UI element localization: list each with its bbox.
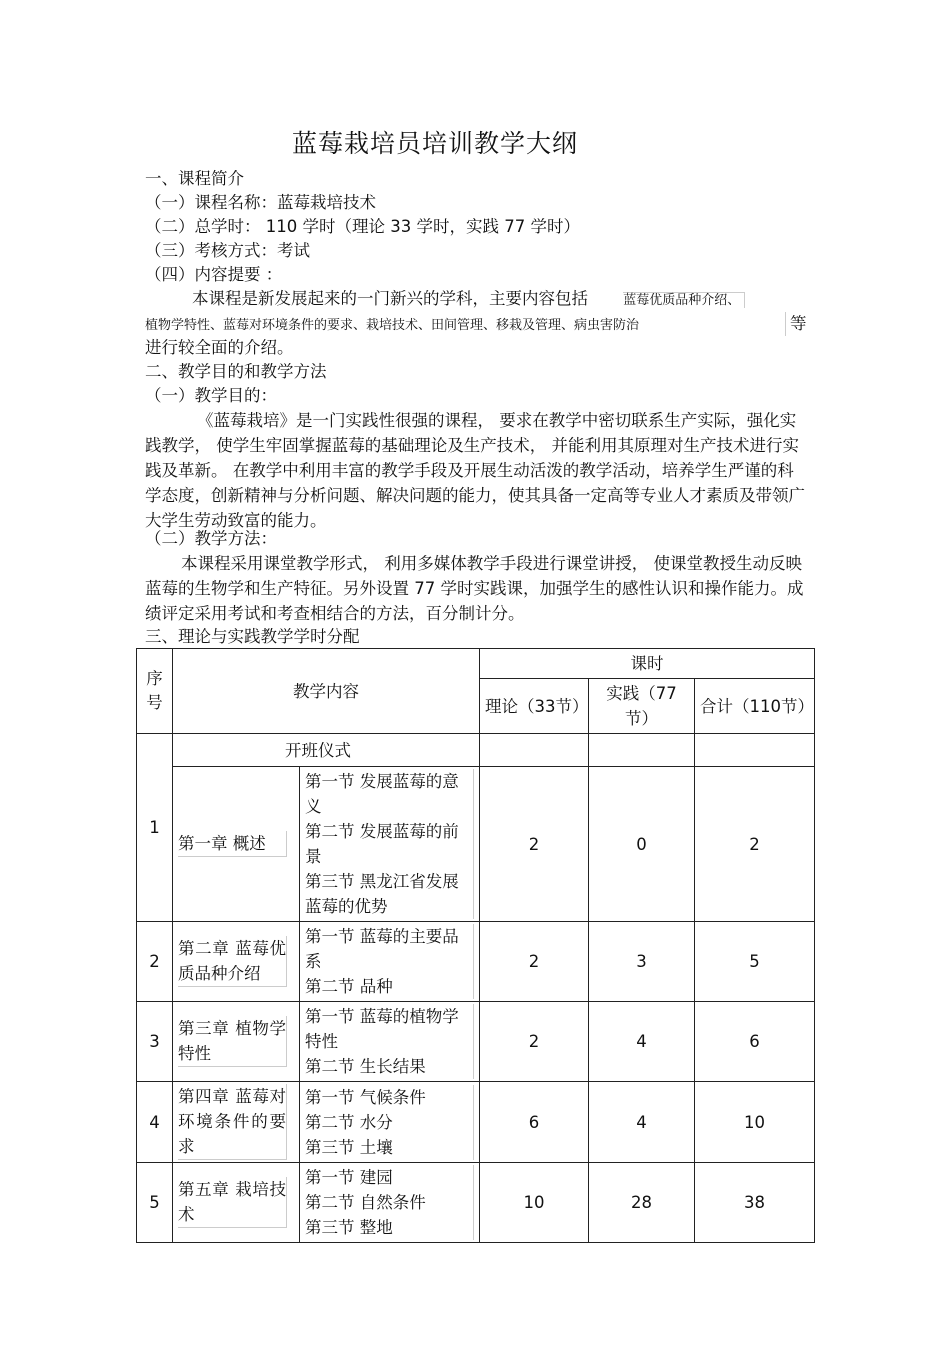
summary-small-1: 蓝莓优质品种介绍、 xyxy=(623,292,745,308)
section-item: 第三节 整地 xyxy=(305,1215,474,1240)
method-heading: （二）教学方法： xyxy=(145,529,277,548)
opening-theory xyxy=(480,734,589,767)
header-practice: 实践（77节） xyxy=(589,679,695,734)
section-cell xyxy=(300,1163,480,1243)
chapter-label: 第三章 植物学特性 xyxy=(178,1016,287,1067)
theory-hours: 2 xyxy=(480,767,589,922)
row-no: 5 xyxy=(137,1163,173,1243)
total-hours: 38 xyxy=(695,1163,815,1243)
theory-hours: 6 xyxy=(480,1082,589,1163)
section-cell xyxy=(300,767,480,922)
theory-hours: 2 xyxy=(480,922,589,1002)
section2-heading: 二、教学目的和教学方法 xyxy=(145,362,327,381)
exam-method: （三）考核方式：考试 xyxy=(145,241,310,260)
chapter-cell xyxy=(173,922,300,1002)
row-no: 2 xyxy=(137,922,173,1002)
summary-line-1 xyxy=(192,287,745,313)
summary-heading: （四）内容提要 ： xyxy=(145,265,283,284)
header-no: 序号 xyxy=(137,649,173,734)
course-name: （一）课程名称：蓝莓栽培技术 xyxy=(145,193,376,212)
section-item: 第二节 自然条件 xyxy=(305,1190,474,1215)
practice-hours: 3 xyxy=(589,922,695,1002)
header-content: 教学内容 xyxy=(173,649,480,734)
goal-heading: （一）教学目的： xyxy=(145,386,277,405)
total-hours: 6 xyxy=(695,1002,815,1082)
chapter-cell xyxy=(173,1163,300,1243)
row-no: 4 xyxy=(137,1082,173,1163)
row-no: 3 xyxy=(137,1002,173,1082)
chapter-label: 第一章 概述 xyxy=(178,831,287,857)
theory-hours: 2 xyxy=(480,1002,589,1082)
total-hours: 5 xyxy=(695,922,815,1002)
header-theory: 理论（33节） xyxy=(480,679,589,734)
summary-end: 等 xyxy=(785,312,807,336)
section-item: 第三节 土壤 xyxy=(305,1135,474,1160)
practice-hours: 28 xyxy=(589,1163,695,1243)
opening-ceremony: 开班仪式 xyxy=(173,734,480,767)
summary-small-2: 植物学特性、蓝莓对环境条件的要求、栽培技术、田间管理、移栽及管理、病虫害防治 xyxy=(145,318,640,333)
total-hours: 2 xyxy=(695,767,815,922)
total-hours: 10 xyxy=(695,1082,815,1163)
section1-heading: 一、课程简介 xyxy=(145,169,244,188)
chapter-label: 第五章 栽培技术 xyxy=(178,1177,287,1228)
section-item: 第一节 蓝莓的植物学特性 xyxy=(305,1004,474,1054)
section-item: 第二节 生长结果 xyxy=(305,1054,474,1079)
method-paragraph: 本课程采用课堂教学形式， 利用多媒体教学手段进行课堂讲授， 使课堂教授生动反映蓝莓的生物学和生产特征。另外设置 77 学时实践课，加强学生的感性认识和操作能力。成绩评定采用考试和考查相结合的方法，百分制计分。 xyxy=(145,554,804,623)
summary-line-3: 进行较全面的介绍。 xyxy=(145,338,294,357)
header-hours: 课时 xyxy=(480,649,815,679)
section-item: 第一节 发展蓝莓的意义 xyxy=(305,769,474,819)
section-item: 第三节 黑龙江省发展蓝莓的优势 xyxy=(305,869,474,919)
summary-line-2 xyxy=(145,312,807,338)
document-title: 蓝莓栽培员培训教学大纲 xyxy=(291,129,578,158)
chapter-label: 第二章 蓝莓优质品种介绍 xyxy=(178,936,287,987)
row-no: 1 xyxy=(137,734,173,922)
chapter-cell xyxy=(173,1002,300,1082)
practice-hours: 0 xyxy=(589,767,695,922)
section-item: 第二节 品种 xyxy=(305,974,474,999)
hours-table xyxy=(136,648,815,1243)
chapter-cell xyxy=(173,767,300,922)
section-cell xyxy=(300,1082,480,1163)
goal-paragraph: 《蓝莓栽培》是一门实践性很强的课程， 要求在教学中密切联系生产实际，强化实践教学， 使学生牢固掌握蓝莓的基础理论及生产技术， 并能利用其原理对生产技术进行实践及革新。 在教学中利用丰富的教学手段及开展生动活泼的教学活动，培养学生严谨的科学态度，创新精神与分析问题、解决问题的能力，使其具备一定高等专业人才素质及带领广大学生劳动致富的能力。 xyxy=(145,411,805,530)
summary-text-1: 本课程是新发展起来的一门新兴的学科，主要内容包括 xyxy=(192,289,588,308)
section-cell xyxy=(300,1002,480,1082)
theory-hours: 10 xyxy=(480,1163,589,1243)
opening-total xyxy=(695,734,815,767)
section-item: 第一节 气候条件 xyxy=(305,1085,474,1110)
section-item: 第二节 发展蓝莓的前景 xyxy=(305,819,474,869)
section-cell xyxy=(300,922,480,1002)
section3-heading: 三、理论与实践教学学时分配 xyxy=(145,627,360,646)
course-hours: （二）总学时： 110 学时（理论 33 学时，实践 77 学时） xyxy=(145,217,580,236)
section-item: 第二节 水分 xyxy=(305,1110,474,1135)
practice-hours: 4 xyxy=(589,1002,695,1082)
header-total: 合计（110节） xyxy=(695,679,815,734)
chapter-label: 第四章 蓝莓对环境条件的要求 xyxy=(178,1084,287,1160)
practice-hours: 4 xyxy=(589,1082,695,1163)
chapter-cell xyxy=(173,1082,300,1163)
opening-practice xyxy=(589,734,695,767)
section-item: 第一节 蓝莓的主要品系 xyxy=(305,924,474,974)
section-item: 第一节 建园 xyxy=(305,1165,474,1190)
